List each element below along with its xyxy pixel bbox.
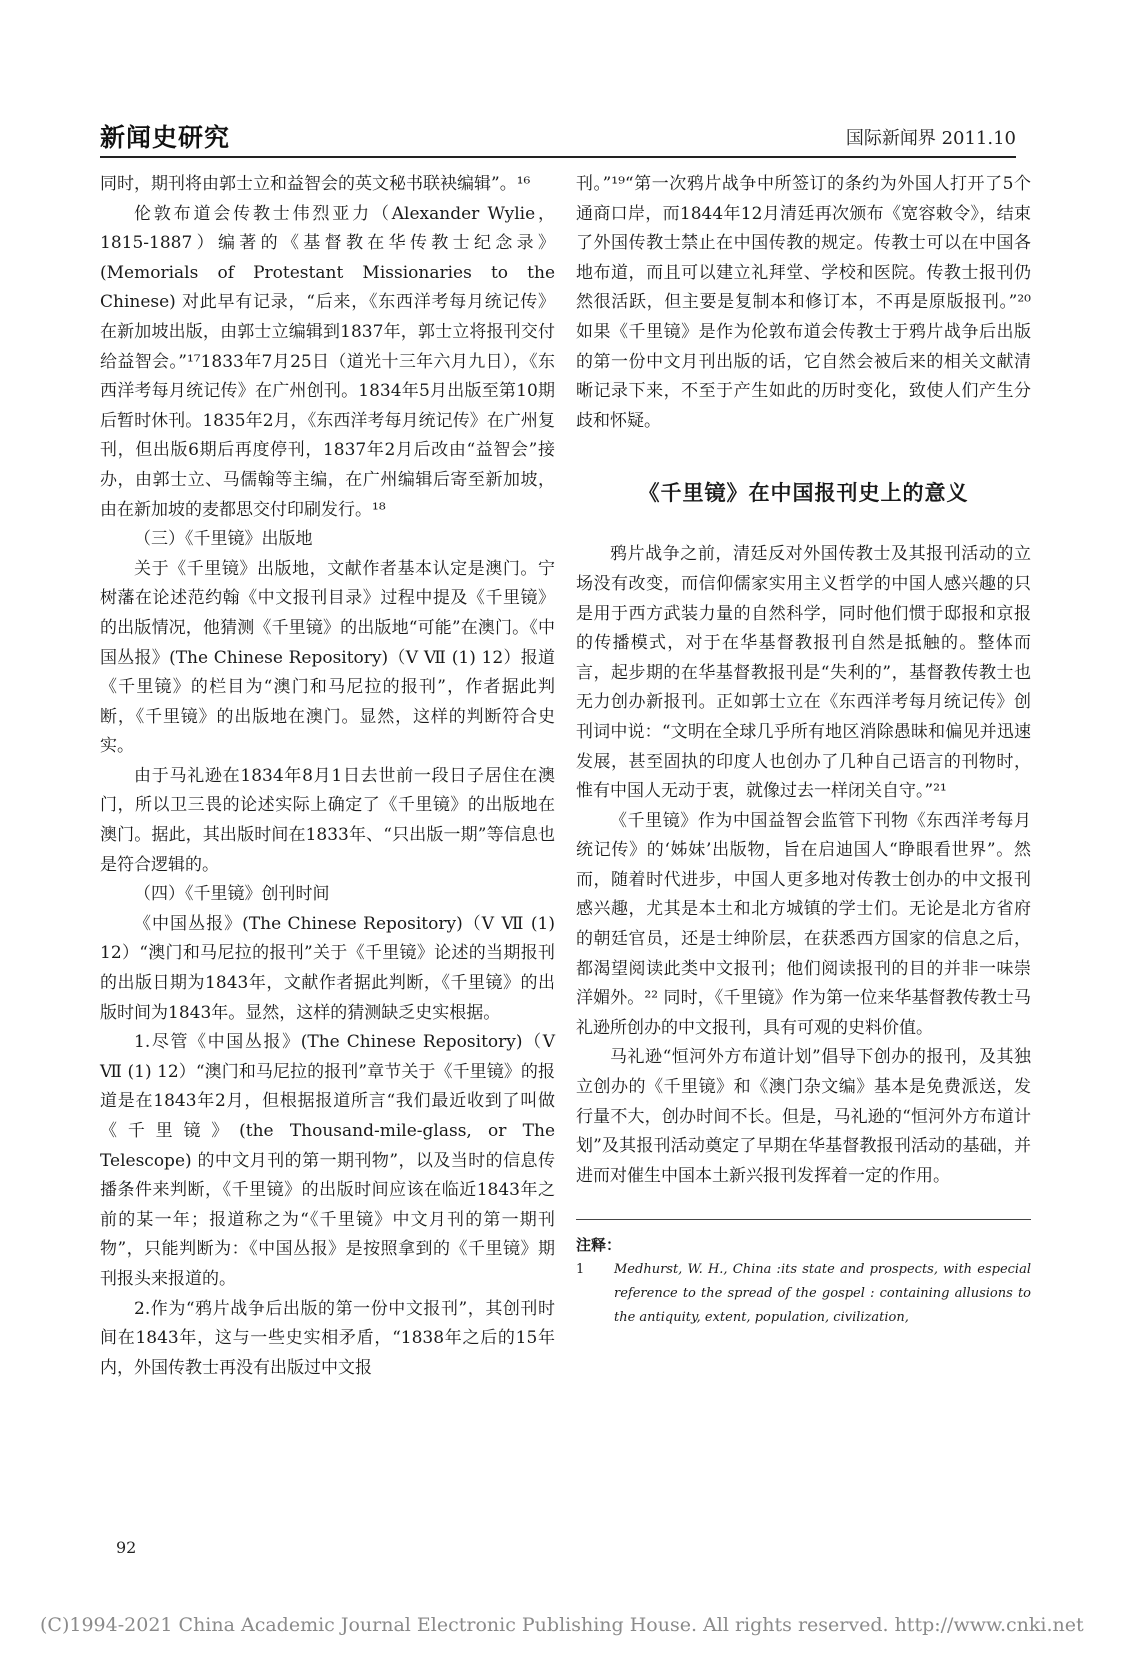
paragraph: 2.作为“鸦片战争后出版的第一份中文报刊”，其创刊时间在1843年，这与一些史实相矛盾，“1838年之后的15年内，外国传教士再没有出版过中文报 xyxy=(100,1298,555,1378)
journal-issue-label: 国际新闻界 2011.10 xyxy=(845,128,1016,149)
paragraph: 马礼逊“恒河外方布道计划”倡导下创办的报刊，及其独立创办的《千里镜》和《澳门杂文编》基本是免费派送，发行量不大，创办时间不长。但是，马礼逊的“恒河外方布道计划”及其报刊活动奠定了早期在华基督教报刊活动的基础，并进而对催生中国本土新兴报刊发挥着一定的作用。 xyxy=(576,1047,1031,1186)
paragraph: 关于《千里镜》出版地，文献作者基本认定是澳门。宁树藩在论述范约翰《中文报刊目录》过程中提及《千里镜》的出版情况，他猜测《千里镜》的出版地“可能”在澳门。《中国丛报》(The Chinese Repository)（Ⅴ Ⅶ (1) 12）报道《千里镜》的栏目为“澳门和马尼拉的报刊”，作者据此判断，《千里镜》的出版地在澳门。显然，这样的判断符合史实。 xyxy=(100,558,555,757)
subsection-heading: （三）《千里镜》出版地 xyxy=(134,529,313,550)
footnote-text: Medhurst, W. H., China :its state and prospects, with especial reference to the spread of the gospel : containing allusions to the antiquity, extent, population, civilization, xyxy=(614,1262,1031,1326)
notes-divider xyxy=(576,1219,1031,1220)
footnote-item xyxy=(576,1258,1031,1330)
page-header xyxy=(100,118,1016,154)
subsection-heading: （四）《千里镜》创刊时间 xyxy=(134,884,330,905)
journal-section-title: 新闻史研究 xyxy=(100,123,231,152)
header-rule xyxy=(100,156,1016,158)
paragraph: 同时，期刊将由郭士立和益智会的英文秘书联袂编辑”。¹⁶ xyxy=(100,174,531,194)
copyright-watermark: (C)1994-2021 China Academic Journal Electronic Publishing House. All rights reserved. http://www.cnki.net xyxy=(40,1614,1084,1636)
left-column xyxy=(100,170,555,1383)
section-title: 《千里镜》在中国报刊史上的意义 xyxy=(638,481,969,506)
paragraph: 1.尽管《中国丛报》(The Chinese Repository)（Ⅴ Ⅶ (1) 12）“澳门和马尼拉的报刊”章节关于《千里镜》的报道是在1843年2月，但根据报道所言“我们最近收到了叫做《千里镜》(the Thousand-mile-glass, or The Telescope) 的中文月刊的第一期刊物”，以及当时的信息传播条件来判断，《千里镜》的出版时间应该在临近1843年之前的某一年；报道称之为“《千里镜》中文月刊的第一期刊物”，只能判断为：《中国丛报》是按照拿到的《千里镜》期刊报头来报道的。 xyxy=(100,1032,555,1289)
page-number: 92 xyxy=(116,1538,137,1557)
paragraph: 《千里镜》作为中国益智会监管下刊物《东西洋考每月统记传》的‘姊妹’出版物，旨在启迪国人“睁眼看世界”。然而，随着时代进步，中国人更多地对传教士创办的中文报刊感兴趣，尤其是本土和北方城镇的学士们。无论是北方省府的朝廷官员，还是士绅阶层，在获悉西方国家的信息之后，都渴望阅读此类中文报刊；他们阅读报刊的目的并非一味崇洋媚外。²² 同时，《千里镜》作为第一位来华基督教传教士马礼逊所创办的中文报刊，具有可观的史料价值。 xyxy=(576,810,1031,1038)
notes-heading: 注释： xyxy=(576,1236,622,1255)
paragraph: 伦敦布道会传教士伟烈亚力（Alexander Wylie，1815-1887）编著的《基督教在华传教士纪念录》(Memorials of Protestant Missionaries to the Chinese) 对此早有记录，“后来，《东西洋考每月统记传》在新加坡出版，由郭士立编辑到1837年，郭士立将报刊交付给益智会。”¹⁷1833年7月25日（道光十三年六月九日），《东西洋考每月统记传》在广州创刊。1834年5月出版至第10期后暂时休刊。1835年2月，《东西洋考每月统记传》在广州复刊，但出版6期后再度停刊，1837年2月后改由“益智会”接办，由郭士立、马儒翰等主编，在广州编辑后寄至新加坡，由在新加坡的麦都思交付印刷发行。¹⁸ xyxy=(100,203,555,520)
paragraph: 刊。”¹⁹“第一次鸦片战争中所签订的条约为外国人打开了5个通商口岸，而1844年12月清廷再次颁布《宽容敕令》，结束了外国传教士禁止在中国传教的规定。传教士可以在中国各地布道，而且可以建立礼拜堂、学校和医院。传教士报刊仍然很活跃，但主要是复制本和修订本，不再是原版报刊。”²⁰ 如果《千里镜》是作为伦敦布道会传教士于鸦片战争后出版的第一份中文月刊出版的话，它自然会被后来的相关文献清晰记录下来，不至于产生如此的历时变化，致使人们产生分歧和怀疑。 xyxy=(576,174,1031,431)
paragraph: 鸦片战争之前，清廷反对外国传教士及其报刊活动的立场没有改变，而信仰儒家实用主义哲学的中国人感兴趣的只是用于西方武装力量的自然科学，同时他们惯于邸报和京报的传播模式，对于在华基督教报刊自然是抵触的。整体而言，起步期的在华基督教报刊是“失利的”，基督教传教士也无力创办新报刊。正如郭士立在《东西洋考每月统记传》创刊词中说：“文明在全球几乎所有地区消除愚昧和偏见并迅速发展，甚至固执的印度人也创办了几种自己语言的刊物时，惟有中国人无动于衷，就像过去一样闭关自守。”²¹ xyxy=(576,544,1031,802)
paragraph: 由于马礼逊在1834年8月1日去世前一段日子居住在澳门，所以卫三畏的论述实际上确定了《千里镜》的出版地在澳门。据此，其出版时间在1833年、“只出版一期”等信息也是符合逻辑的。 xyxy=(100,765,555,875)
right-column xyxy=(576,170,1031,1330)
footnote-number: 1 xyxy=(576,1262,585,1278)
paragraph: 《中国丛报》(The Chinese Repository)（Ⅴ Ⅶ (1) 12）“澳门和马尼拉的报刊”关于《千里镜》论述的当期报刊的出版日期为1843年，文献作者据此判断，《千里镜》的出版时间为1843年。显然，这样的猜测缺乏史实根据。 xyxy=(100,913,555,1023)
